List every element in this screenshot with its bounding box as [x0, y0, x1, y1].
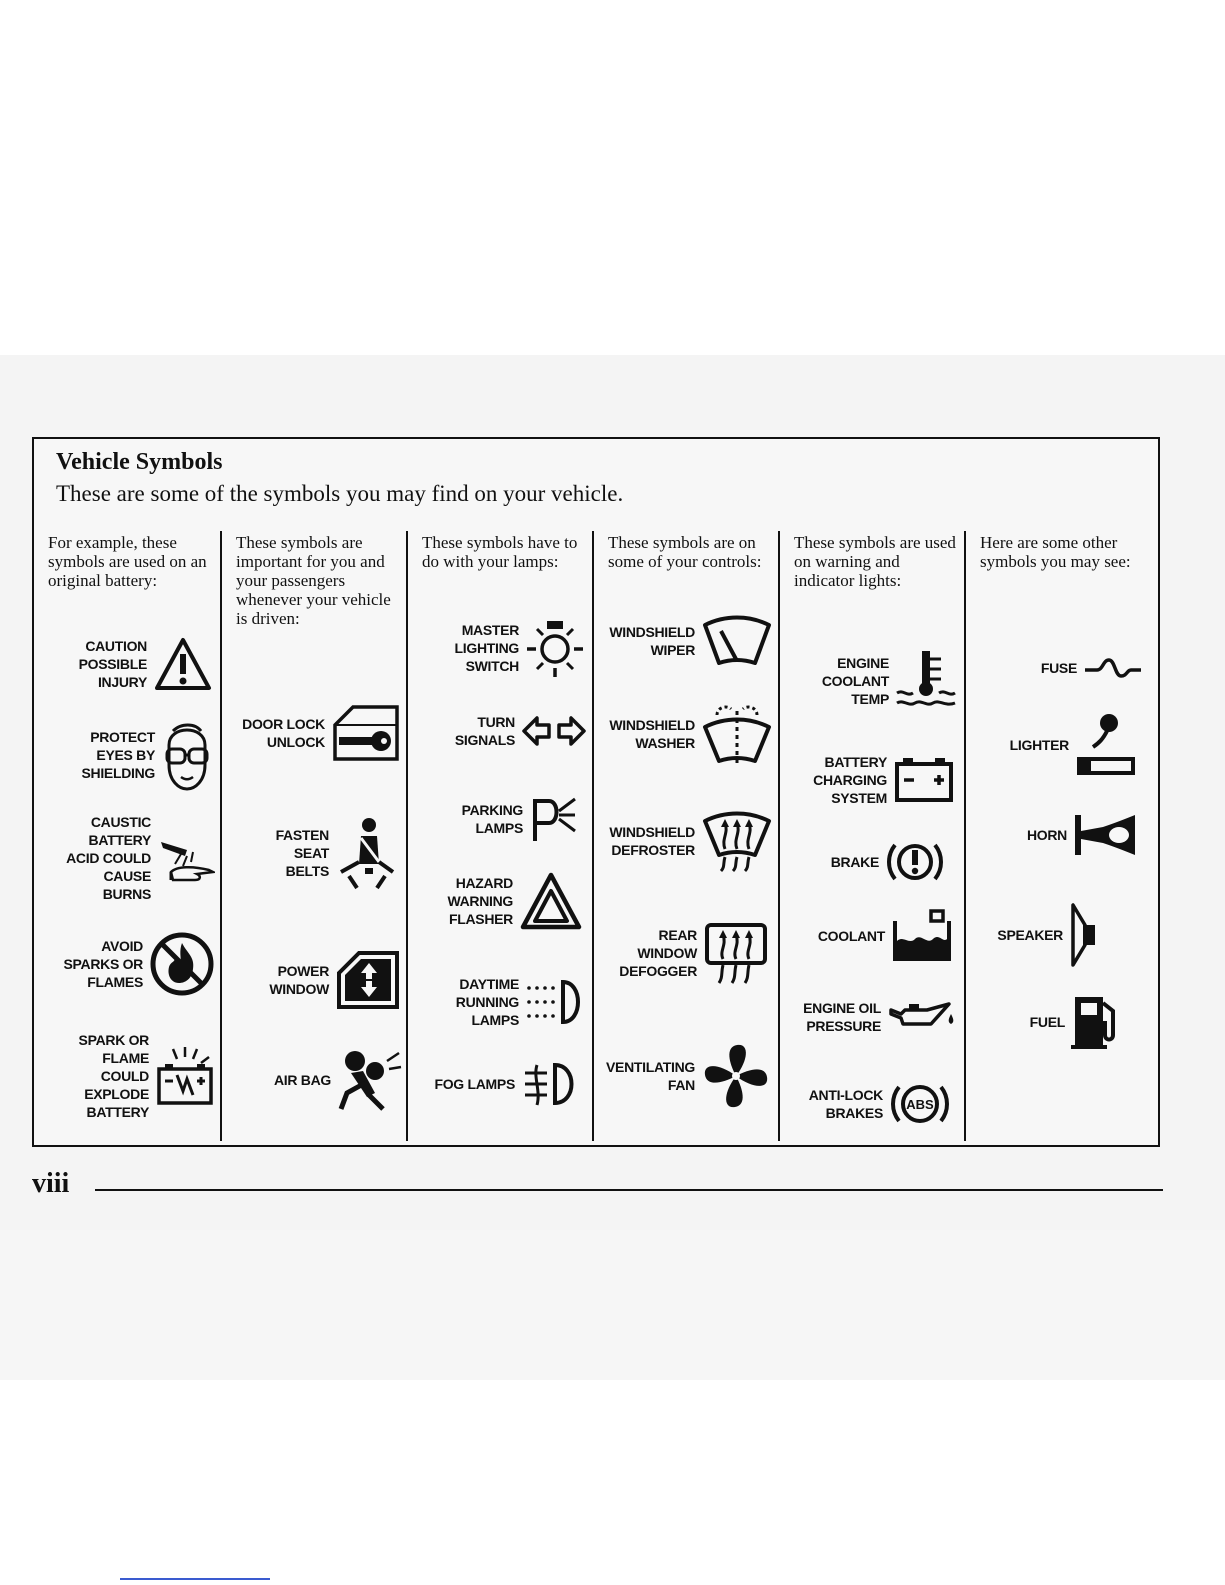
lighter-icon	[1075, 711, 1137, 779]
symbol-lighter	[1010, 711, 1137, 779]
column-intro: For example, these symbols are used on an original battery:	[48, 533, 207, 590]
column-intro: These symbols have to do with your lamps:	[422, 533, 578, 571]
page-top-margin	[0, 0, 1225, 355]
oil-can-icon	[887, 1000, 957, 1034]
symbol-label: WINDSHIELD WASHER	[609, 717, 695, 751]
washer-icon	[701, 699, 773, 769]
symbol-ventilating-fan	[606, 1041, 771, 1111]
abs-text: ABS	[906, 1097, 934, 1112]
symbol-label: VENTILATING FAN	[606, 1059, 695, 1093]
symbol-label: ENGINE COOLANT TEMP	[821, 655, 889, 707]
symbol-label: BATTERY CHARGING SYSTEM	[813, 754, 887, 806]
battery-explode-icon	[155, 1045, 215, 1107]
symbol-label: ANTI-LOCK BRAKES	[808, 1087, 883, 1121]
abs-icon	[889, 1079, 951, 1129]
symbol-rear-defogger	[619, 921, 769, 985]
symbol-label: WINDSHIELD WIPER	[609, 624, 695, 658]
symbol-door-lock	[242, 703, 401, 763]
seat-belt-icon	[335, 816, 399, 890]
symbol-master-lighting	[455, 615, 585, 681]
symbol-engine-oil-pressure	[803, 999, 957, 1035]
symbol-horn	[1027, 811, 1139, 859]
lighting-switch-icon	[525, 615, 585, 681]
panel-subtitle: These are some of the symbols you may find on your vehicle.	[56, 481, 624, 506]
symbol-label: HAZARD WARNING FLASHER	[447, 875, 513, 927]
brake-icon	[885, 837, 945, 887]
symbol-label: FUEL	[1029, 1014, 1065, 1030]
page-number: viii	[32, 1168, 70, 1199]
symbol-label: DAYTIME RUNNING LAMPS	[455, 976, 519, 1028]
fuse-icon	[1083, 656, 1143, 680]
symbol-label: AVOID SPARKS OR FLAMES	[63, 938, 143, 990]
symbol-speaker	[997, 903, 1101, 967]
speaker-icon	[1069, 903, 1101, 967]
footer-rule	[95, 1189, 1163, 1191]
symbol-label: PROTECT EYES BY SHIELDING	[81, 729, 155, 781]
symbol-label: MASTER LIGHTING SWITCH	[454, 622, 519, 674]
coolant-level-icon	[891, 909, 953, 963]
parking-lamps-icon	[529, 793, 579, 845]
symbol-windshield-defroster	[609, 809, 773, 873]
face-goggles-icon	[161, 719, 213, 791]
symbol-turn-signals	[455, 713, 587, 749]
fan-icon	[701, 1041, 771, 1111]
page-bottom-band	[0, 1230, 1225, 1380]
symbol-label: CAUSTIC BATTERY ACID COULD CAUSE BURNS	[66, 814, 151, 902]
symbol-fog-lamps	[434, 1061, 579, 1107]
scan-artifact-line	[120, 1578, 270, 1580]
column-warning-lights	[778, 531, 965, 1141]
symbol-parking-lamps	[462, 793, 579, 845]
symbol-explode-battery	[79, 1031, 215, 1121]
symbol-caustic-acid	[66, 813, 215, 903]
turn-signals-icon	[521, 713, 587, 749]
no-flame-icon	[149, 931, 215, 997]
symbol-air-bag	[274, 1047, 403, 1113]
symbol-windshield-wiper	[609, 613, 773, 669]
door-key-icon	[331, 703, 401, 763]
column-intro: These symbols are on some of your controls:	[608, 533, 762, 571]
symbol-power-window	[269, 949, 401, 1011]
symbol-label: SPARK OR FLAME COULD EXPLODE BATTERY	[78, 1032, 149, 1120]
symbol-caution-injury	[79, 636, 213, 692]
symbol-label: COOLANT	[817, 928, 885, 944]
column-passengers	[220, 531, 407, 1141]
symbol-label: TURN SIGNALS	[454, 714, 515, 748]
column-controls	[592, 531, 779, 1141]
defroster-icon	[701, 809, 773, 873]
symbol-label: POWER WINDOW	[269, 963, 329, 997]
symbol-label: LIGHTER	[1009, 737, 1069, 753]
symbol-label: ENGINE OIL PRESSURE	[803, 1000, 881, 1034]
battery-icon	[893, 756, 955, 804]
fog-lamps-icon	[521, 1061, 579, 1107]
panel-title: Vehicle Symbols	[56, 449, 223, 475]
symbol-label: DOOR LOCK UNLOCK	[242, 716, 325, 750]
symbol-label: FOG LAMPS	[434, 1076, 515, 1092]
daytime-lamps-icon	[525, 976, 585, 1028]
column-intro: These symbols are important for you and your passengers whenever your vehicle is driven:	[236, 533, 391, 628]
symbol-daytime-lamps	[456, 975, 585, 1029]
symbol-coolant	[818, 909, 953, 963]
horn-icon	[1073, 811, 1139, 859]
symbol-label: REAR WINDOW DEFOGGER	[619, 927, 697, 979]
column-intro: Here are some other symbols you may see:	[980, 533, 1131, 571]
acid-hand-icon	[157, 828, 215, 888]
coolant-temp-icon	[895, 649, 957, 713]
symbol-label: FASTEN SEAT BELTS	[275, 827, 329, 879]
power-window-icon	[335, 949, 401, 1011]
wiper-icon	[701, 613, 773, 669]
symbol-hazard-flasher	[447, 871, 583, 931]
symbol-label: PARKING LAMPS	[461, 802, 523, 836]
rear-defogger-icon	[703, 921, 769, 985]
symbol-coolant-temp	[822, 649, 957, 713]
column-intro: These symbols are used on warning and indicator lights:	[794, 533, 956, 590]
symbol-brake	[831, 837, 945, 887]
air-bag-icon	[337, 1047, 403, 1113]
symbol-protect-eyes	[81, 719, 213, 791]
fuel-pump-icon	[1071, 993, 1121, 1051]
vehicle-symbols-panel	[32, 437, 1160, 1147]
symbol-label: SPEAKER	[997, 927, 1063, 943]
symbol-label: CAUTION POSSIBLE INJURY	[78, 638, 147, 690]
column-lamps	[406, 531, 593, 1141]
symbol-label: AIR BAG	[273, 1072, 331, 1088]
symbol-label: WINDSHIELD DEFROSTER	[609, 824, 695, 858]
symbol-avoid-sparks	[64, 931, 216, 997]
warning-triangle-icon	[153, 636, 213, 692]
symbol-battery-charging	[813, 753, 955, 807]
symbol-label: FUSE	[1040, 660, 1077, 676]
symbol-fuel	[1030, 993, 1121, 1051]
symbol-seat-belts	[276, 816, 399, 890]
column-other	[964, 531, 1151, 1141]
symbol-label: BRAKE	[830, 854, 879, 870]
symbol-fuse	[1041, 656, 1143, 680]
symbol-windshield-washer	[609, 699, 773, 769]
symbol-anti-lock-brakes	[809, 1079, 951, 1129]
symbol-label: HORN	[1026, 827, 1067, 843]
column-battery	[34, 531, 221, 1141]
hazard-triangle-icon	[519, 871, 583, 931]
